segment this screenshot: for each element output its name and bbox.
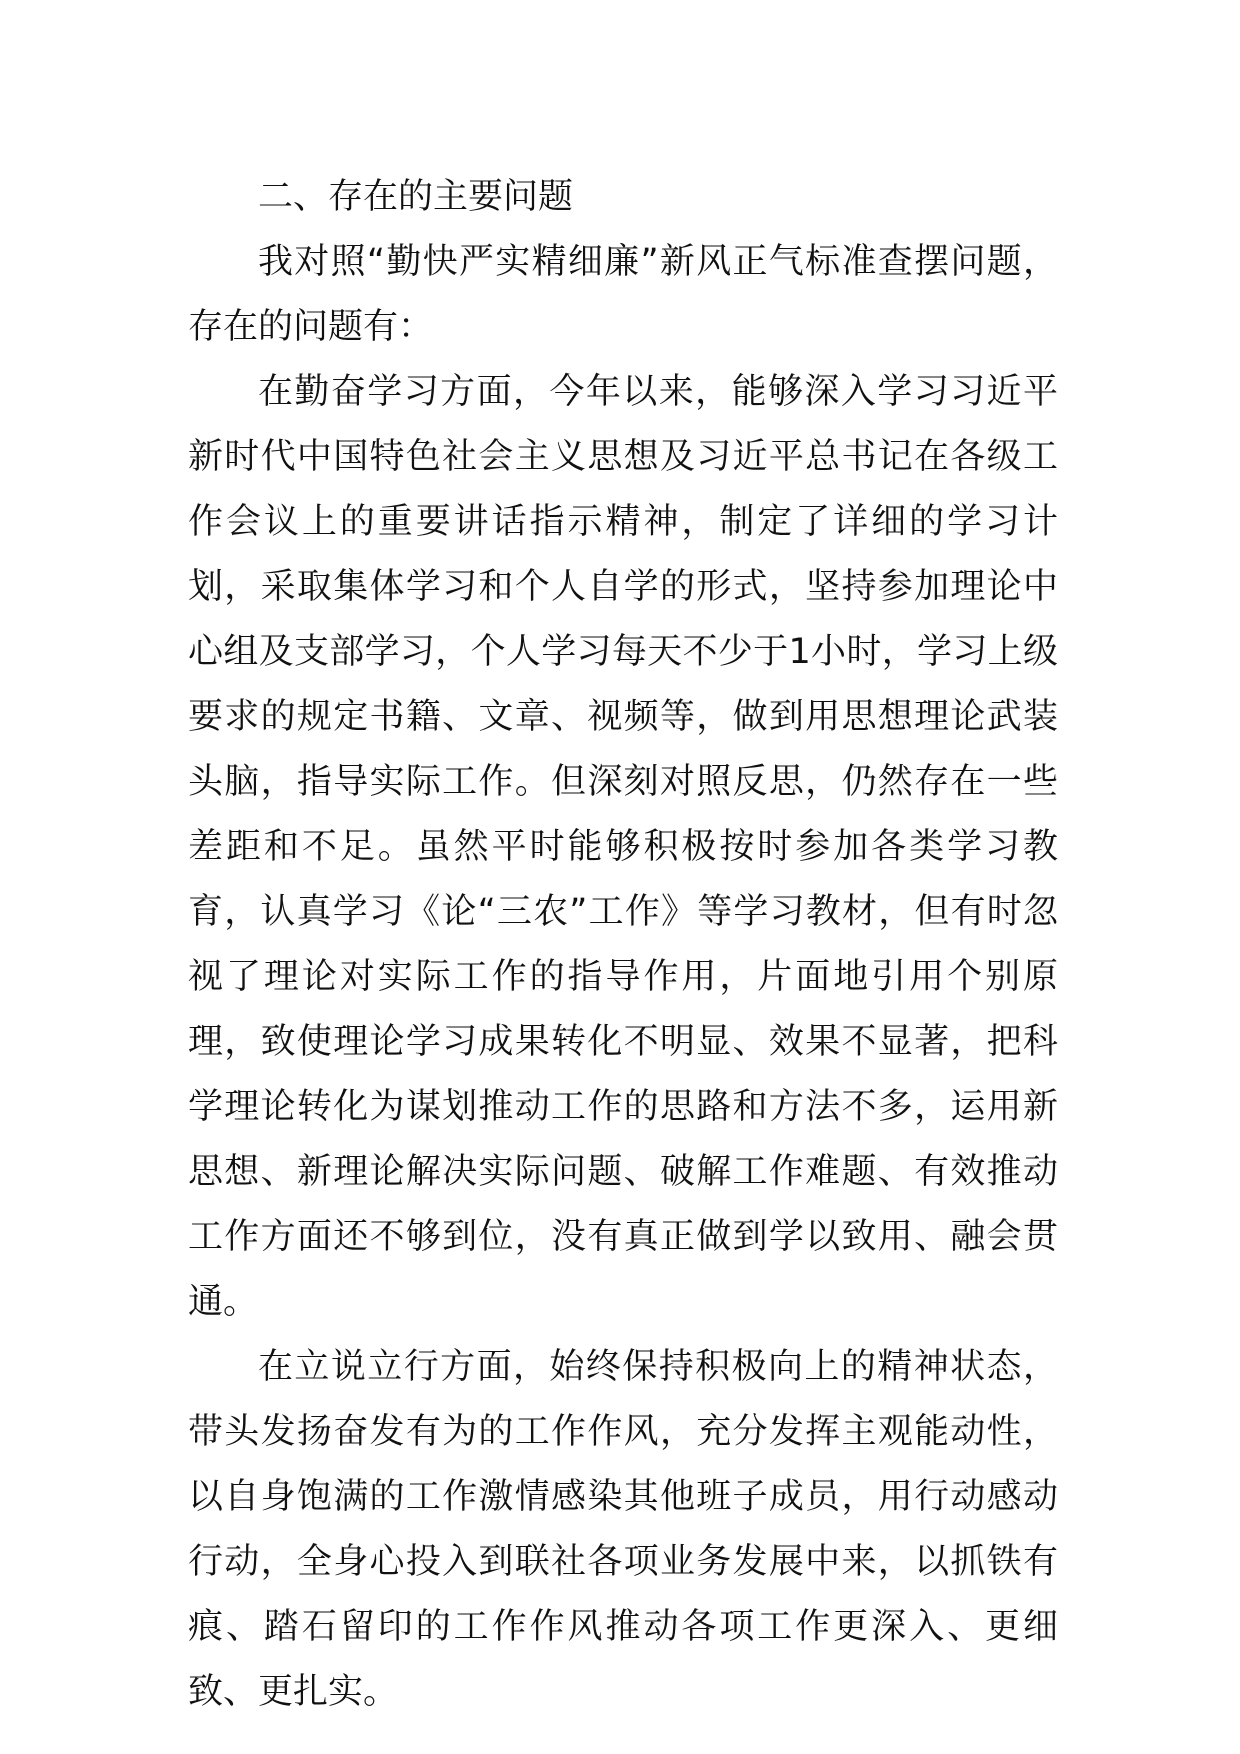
section-heading: 二、存在的主要问题 xyxy=(258,177,574,217)
paragraph-intro: 我对照“勤快严实精细廉”新风正气标准查摆问题，存在的问题有： xyxy=(188,242,1058,347)
paragraph-action: 在立说立行方面，始终保持积极向上的精神状态，带头发扬奋发有为的工作作风，充分发挥主观能动性，以自身饱满的工作激情感染其他班子成员，用行动感动行动，全身心投入到联社各项业务发展中来，以抓铁有痕、踏石留印的工作作风推动各项工作更深入、更细致、更扎实。 xyxy=(188,1347,1058,1712)
document-body xyxy=(188,165,1058,1725)
paragraph-study: 在勤奋学习方面，今年以来，能够深入学习习近平新时代中国特色社会主义思想及习近平总书记在各级工作会议上的重要讲话指示精神，制定了详细的学习计划，采取集体学习和个人自学的形式，坚持参加理论中心组及支部学习，个人学习每天不少于1小时，学习上级要求的规定书籍、文章、视频等，做到用思想理论武装头脑，指导实际工作。但深刻对照反思，仍然存在一些差距和不足。虽然平时能够积极按时参加各类学习教育，认真学习《论“三农”工作》等学习教材，但有时忽视了理论对实际工作的指导作用，片面地引用个别原理，致使理论学习成果转化不明显、效果不显著，把科学理论转化为谋划推动工作的思路和方法不多，运用新思想、新理论解决实际问题、破解工作难题、有效推动工作方面还不够到位，没有真正做到学以致用、融会贯通。 xyxy=(188,372,1058,1322)
